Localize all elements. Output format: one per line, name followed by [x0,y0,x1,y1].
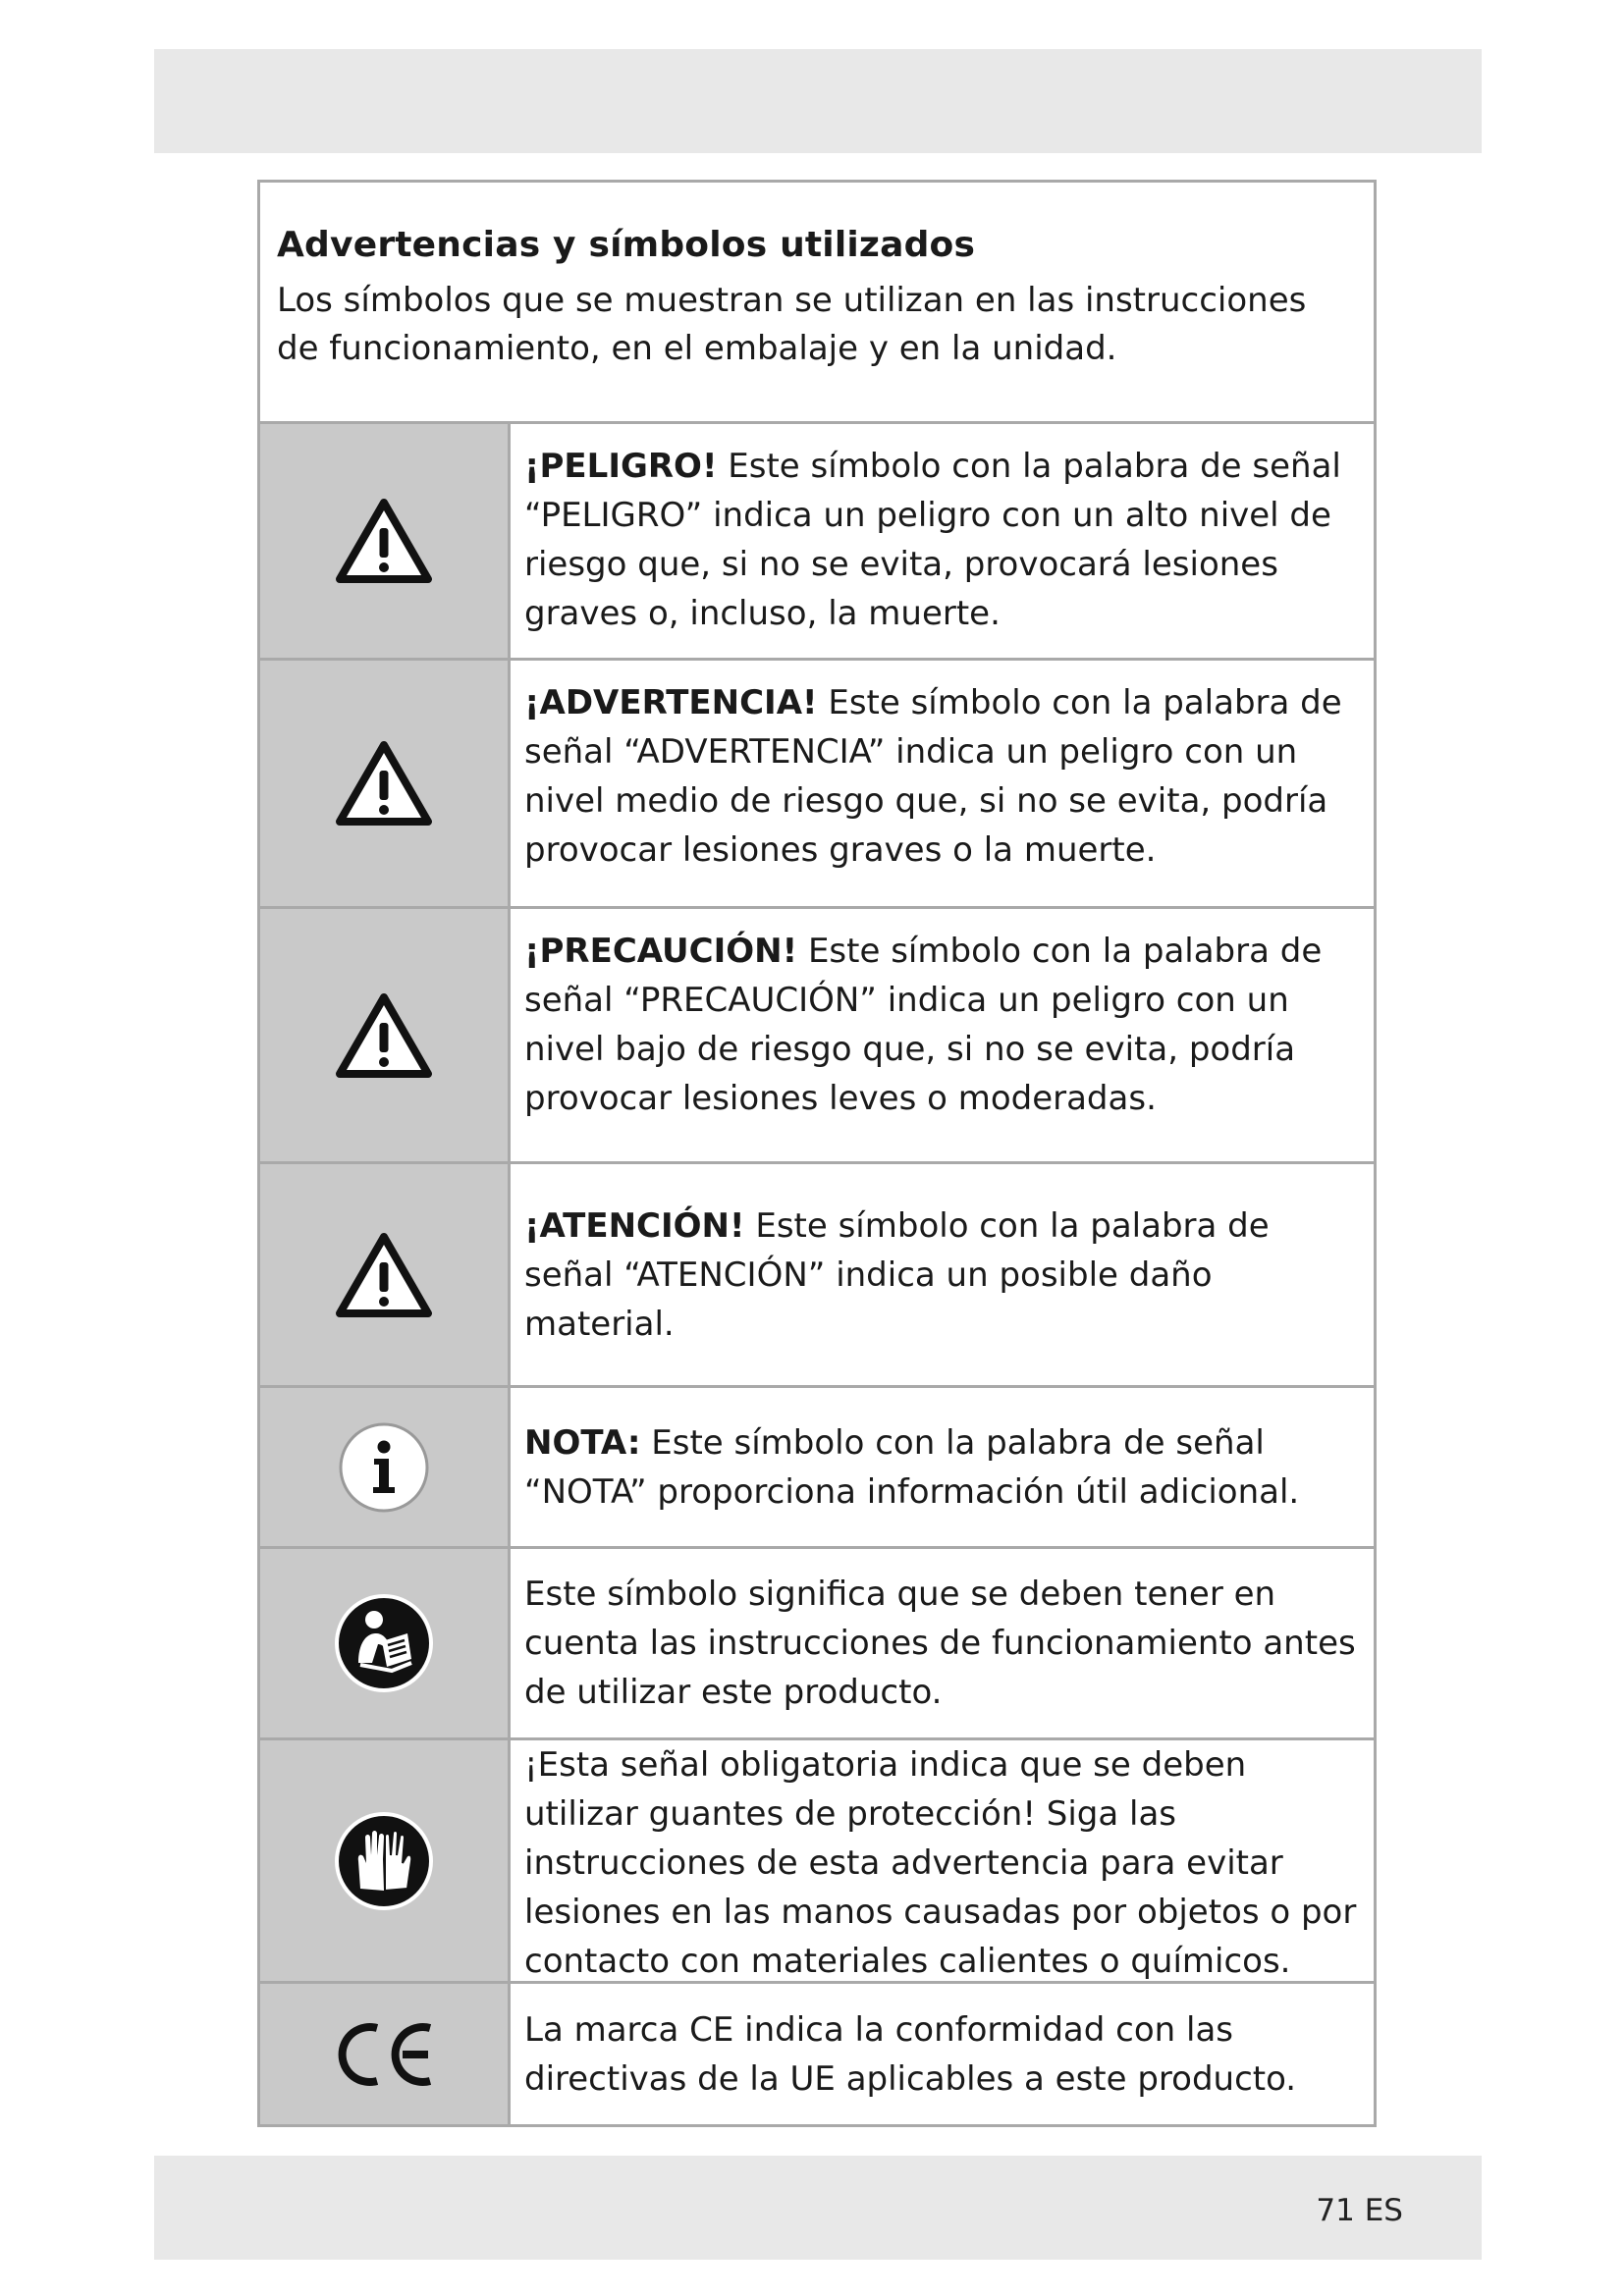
signal-word: ¡PRECAUCIÓN! [524,932,798,971]
table-header [260,183,1374,424]
row-text [524,442,1360,638]
row-text [524,927,1360,1123]
description: Este símbolo significa que se deben tener en cuenta las instrucciones de funcionamiento antes de utilizar este producto. [524,1575,1356,1712]
page-number: 71 ES [1316,2193,1403,2228]
signal-word: ¡PELIGRO! [524,447,718,486]
table-row [260,1984,1374,2124]
description: Este símbolo con la palabra de señal “NOTA” proporciona información útil adicional. [524,1422,1300,1512]
signal-word: NOTA: [524,1422,641,1463]
header-band [154,49,1482,153]
row-text [524,1201,1360,1349]
row-text [524,678,1360,875]
read-manual-icon [333,1592,435,1694]
row-text [524,1418,1360,1517]
row-text [524,1740,1360,1986]
row-text [524,2005,1360,2104]
description: Este símbolo con la palabra de señal “ADVERTENCIA” indica un peligro con un nivel medio de riesgo que, si no se evita, podría provocar lesiones graves o la muerte. [524,683,1342,870]
footer-band [154,2156,1482,2260]
table-row [260,661,1374,909]
description: ¡Esta señal obligatoria indica que se deben utilizar guantes de protección! Siga las instrucciones de esta advertencia para evitar lesiones en las manos causadas por objetos o por contacto con materiales calientes o químicos. [524,1745,1357,1981]
symbols-table [257,180,1377,2127]
intro-text: Los símbolos que se muestran se utilizan en las instrucciones de funcionamiento, en el embalaje y en la unidad. [277,281,1307,368]
description: Este símbolo con la palabra de señal “PELIGRO” indica un peligro con un alto nivel de riesgo que, si no se evita, provocará lesiones graves o, incluso, la muerte. [524,447,1341,633]
warning-triangle-icon [335,739,433,828]
table-row [260,424,1374,661]
table-row [260,909,1374,1164]
table-row [260,1740,1374,1984]
table-row [260,1549,1374,1740]
section-title: Advertencias y símbolos utilizados [277,225,976,265]
table-row [260,1388,1374,1549]
warning-triangle-icon [335,991,433,1080]
description: La marca CE indica la conformidad con las directivas de la UE aplicables a este producto. [524,2009,1297,2099]
protective-gloves-icon [333,1810,435,1912]
info-icon [337,1420,431,1515]
warning-triangle-icon [335,497,433,585]
row-text [524,1570,1360,1717]
table-row [260,1164,1374,1388]
ce-mark-icon [330,2020,438,2089]
signal-word: ¡ADVERTENCIA! [524,683,818,722]
warning-triangle-icon [335,1231,433,1319]
signal-word: ¡ATENCIÓN! [524,1205,745,1246]
description: Este símbolo con la palabra de señal “PRECAUCIÓN” indica un peligro con un nivel bajo de riesgo que, si no se evita, podría provocar lesiones leves o moderadas. [524,932,1323,1118]
description: Este símbolo con la palabra de señal “ATENCIÓN” indica un posible daño material. [524,1205,1270,1344]
